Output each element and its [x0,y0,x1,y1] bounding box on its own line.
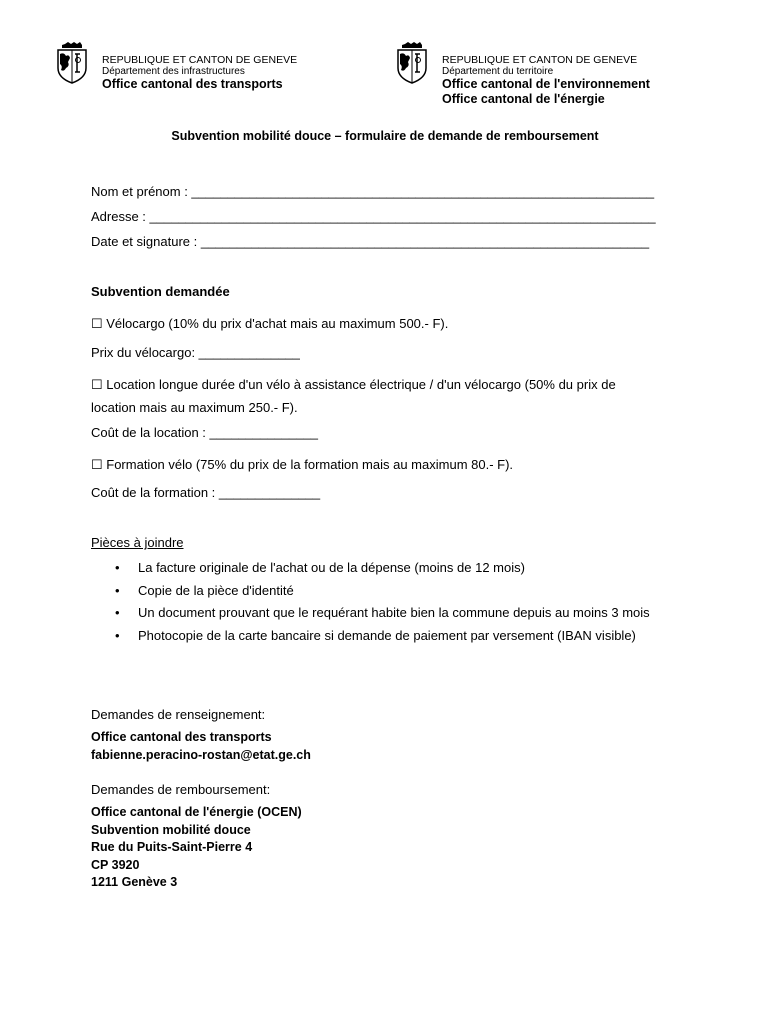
geneva-crest-icon [56,42,88,84]
refund-office: Office cantonal de l'énergie (OCEN) [91,805,302,819]
header-right-office-energy: Office cantonal de l'énergie [442,92,605,106]
name-field[interactable]: Nom et prénom : ________________________________________________________________ [91,184,655,199]
header-right-department: Département du territoire [442,66,554,77]
location-checkbox[interactable]: ☐ Location longue durée d'un vélo à assistance électrique / d'un vélocargo (50% du prix de [91,377,616,392]
refund-label: Demandes de remboursement: [91,782,271,797]
header-left-office: Office cantonal des transports [102,77,283,91]
attachments-list [91,560,691,650]
refund-po-box: CP 3920 [91,857,140,872]
formation-checkbox[interactable]: ☐ Formation vélo (75% du prix de la formation mais au maximum 80.- F). [91,457,514,472]
velocargo-price-field[interactable]: Prix du vélocargo: ______________ [91,345,300,360]
formation-cost-field[interactable]: Coût de la formation : ______________ [91,485,321,500]
info-label: Demandes de renseignement: [91,707,266,722]
refund-program: Subvention mobilité douce [91,822,251,837]
list-item [91,605,678,621]
refund-street: Rue du Puits-Saint-Pierre 4 [91,840,253,854]
date-signature-field[interactable]: Date et signature : ______________________________________________________________ [91,234,650,249]
velocargo-checkbox[interactable]: ☐ Vélocargo (10% du prix d'achat mais au maximum 500.- F). [91,316,449,331]
bullet-icon: • [115,582,120,598]
address-field[interactable]: Adresse : ______________________________________________________________________ [91,209,656,224]
header-right-office-environment: Office cantonal de l'environnement [442,77,650,91]
form-title: Subvention mobilité douce – formulaire de demande de remboursement [171,129,599,143]
geneva-crest-icon [396,42,428,84]
list-item [91,583,678,599]
refund-city: 1211 Genève 3 [91,875,178,889]
list-item-text: La facture originale de l'achat ou de la dépense (moins de 12 mois) [138,560,525,575]
info-office: Office cantonal des transports [91,730,272,744]
list-item-text: Photocopie de la carte bancaire si demande de paiement par versement (IBAN visible) [138,627,636,643]
list-item-text: Copie de la pièce d'identité [138,582,294,598]
header-right-republic: REPUBLIQUE ET CANTON DE GENEVE [442,54,638,66]
location-cost-field[interactable]: Coût de la location : _______________ [91,425,318,440]
info-email[interactable]: fabienne.peracino-rostan@etat.ge.ch [91,747,311,762]
list-item [91,560,678,576]
location-description: location mais au maximum 250.- F). [91,400,298,415]
list-item-text: Un document prouvant que le requérant habite bien la commune depuis au moins 3 mois [138,605,650,620]
list-item [91,628,678,644]
bullet-icon: • [115,605,120,620]
bullet-icon: • [115,560,120,575]
info-contact [91,729,311,764]
refund-address [91,804,302,892]
attachments-heading: Pièces à joindre [91,535,184,550]
header-left-department: Département des infrastructures [102,66,245,77]
header-left-republic: REPUBLIQUE ET CANTON DE GENEVE [102,54,298,66]
subsidy-heading: Subvention demandée [91,284,230,299]
bullet-icon: • [115,627,120,643]
